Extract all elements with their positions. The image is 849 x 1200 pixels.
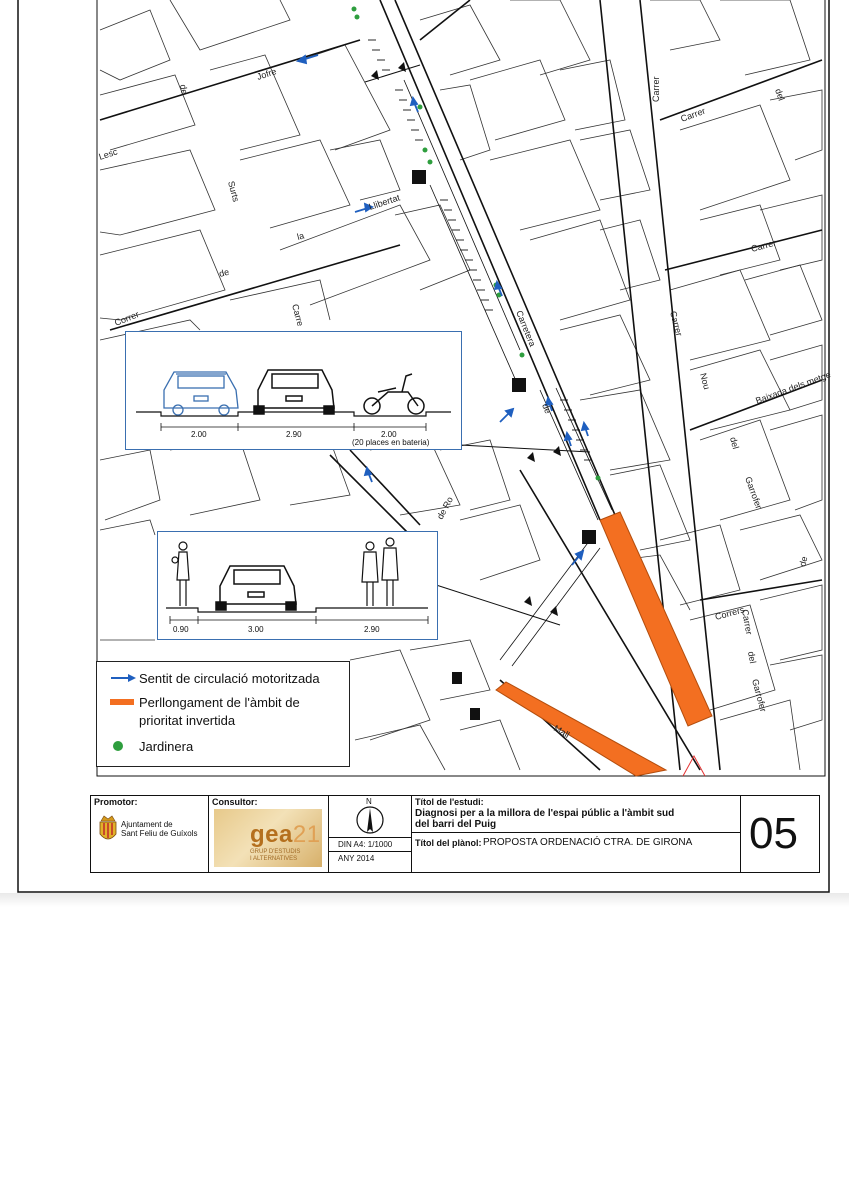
street-label-carretera: Carretera (514, 309, 538, 348)
study-label: Títol de l'estudi: (415, 797, 484, 807)
dim-top-3: 2.00 (381, 430, 397, 439)
street-label-garrofer1: Garrofer (743, 475, 764, 511)
green-dot-icon (109, 738, 139, 752)
study-cell (411, 796, 741, 872)
street-label-de2: de (217, 266, 231, 279)
north-arrow-icon (355, 805, 385, 835)
car-icon-lower (216, 566, 296, 610)
consultor-cell (208, 796, 329, 872)
dim-top-2: 2.90 (286, 430, 302, 439)
traffic-arrows (295, 55, 588, 565)
dim-top-note: (20 places en bateria) (352, 438, 430, 447)
scale-label: DIN A4: 1/1000 (338, 840, 393, 849)
consultor-label: Consultor: (212, 797, 258, 807)
study-title-2: del barri del Puig (415, 819, 497, 830)
street-label-del3: del (746, 650, 758, 665)
dim-bottom-3: 2.90 (364, 625, 380, 634)
street-label-la: la (295, 230, 306, 242)
street-label-carrer2: Carrer (679, 105, 707, 124)
legend-label-green: Jardinera (139, 739, 194, 754)
street-label-llibertat: Llibertat (367, 192, 402, 212)
street-label-carrer3: Carrer (749, 237, 778, 254)
cross-section-bottom-drawing (158, 532, 437, 639)
gea21-logo-word: gea21 (250, 821, 321, 848)
car-outline-icon (164, 372, 238, 415)
street-label-baixada: Baixada dels metge (754, 369, 832, 406)
legend-item-green (109, 738, 193, 756)
street-label-correr1: Correr (113, 309, 141, 328)
gea21-logo (214, 809, 322, 867)
north-label: N (366, 797, 372, 806)
plan-title: PROPOSTA ORDENACIÓ CTRA. DE GIRONA (483, 837, 693, 848)
coat-of-arms-icon (97, 814, 119, 844)
dim-bottom-2: 3.00 (248, 625, 264, 634)
legend-label-arrow: Sentit de circulació motoritzada (139, 671, 320, 686)
street-label-carre: Carre (290, 302, 306, 328)
street-label-carrer4: Carrer (668, 309, 685, 338)
cross-section-top (125, 331, 462, 450)
street-label-nou: Nou (698, 371, 713, 391)
street-label-del2: del (728, 435, 741, 451)
promotor-name-1: Ajuntament de (121, 820, 173, 829)
study-title-1: Diagnosi per a la millora de l'espai públic a l'àmbit sud (415, 808, 675, 819)
pedestrians-couple-icon (362, 538, 398, 606)
scale-cell (328, 796, 412, 872)
promotor-cell (91, 796, 209, 872)
street-label-garrofer2: Garrofer (750, 677, 769, 713)
sheet-edge-shadow (0, 893, 849, 907)
street-label-surts: Surts (226, 179, 242, 203)
street-label-mall: Mall (552, 723, 572, 740)
blue-arrow-icon (109, 670, 139, 684)
dim-top-1: 2.00 (191, 430, 207, 439)
plan-label: Títol del plànol: (415, 838, 482, 848)
street-label-dero: de Ro (434, 495, 456, 521)
promotor-label: Promotor: (94, 797, 138, 807)
gea21-logo-sub: GRUP D'ESTUDIS I ALTERNATIVES (250, 849, 301, 862)
sheet-number: 05 (749, 809, 798, 858)
street-label-jofre: Jofre (255, 66, 278, 82)
motorbike-icon (364, 374, 424, 414)
street-label-de1: de (178, 83, 190, 96)
street-label-de3: de (540, 402, 554, 416)
title-block (90, 795, 820, 873)
legend-item-arrow (109, 670, 320, 688)
legend-item-orange (109, 694, 341, 730)
street-label-lesc: Lesc (97, 146, 119, 162)
street-label-corrers: Corrers (713, 604, 746, 622)
orange-priority-mall (496, 682, 666, 776)
car-icon (254, 370, 334, 414)
promotor-name-2: Sant Feliu de Guíxols (121, 829, 198, 838)
cross-section-bottom (157, 531, 438, 640)
street-label-carrer-top: Carrer (651, 76, 661, 102)
legend-label-orange: Perllongament de l'àmbit de prioritat invertida (139, 695, 300, 728)
street-label-de4: de (797, 555, 810, 568)
map-legend (96, 661, 350, 767)
street-label-del1: del (773, 87, 787, 102)
pedestrian-icon (172, 542, 189, 606)
dim-bottom-1: 0.90 (173, 625, 189, 634)
year-label: ANY 2014 (338, 854, 375, 863)
street-label-carrer5: Carrer (740, 608, 755, 636)
orange-bar-icon (109, 694, 139, 708)
